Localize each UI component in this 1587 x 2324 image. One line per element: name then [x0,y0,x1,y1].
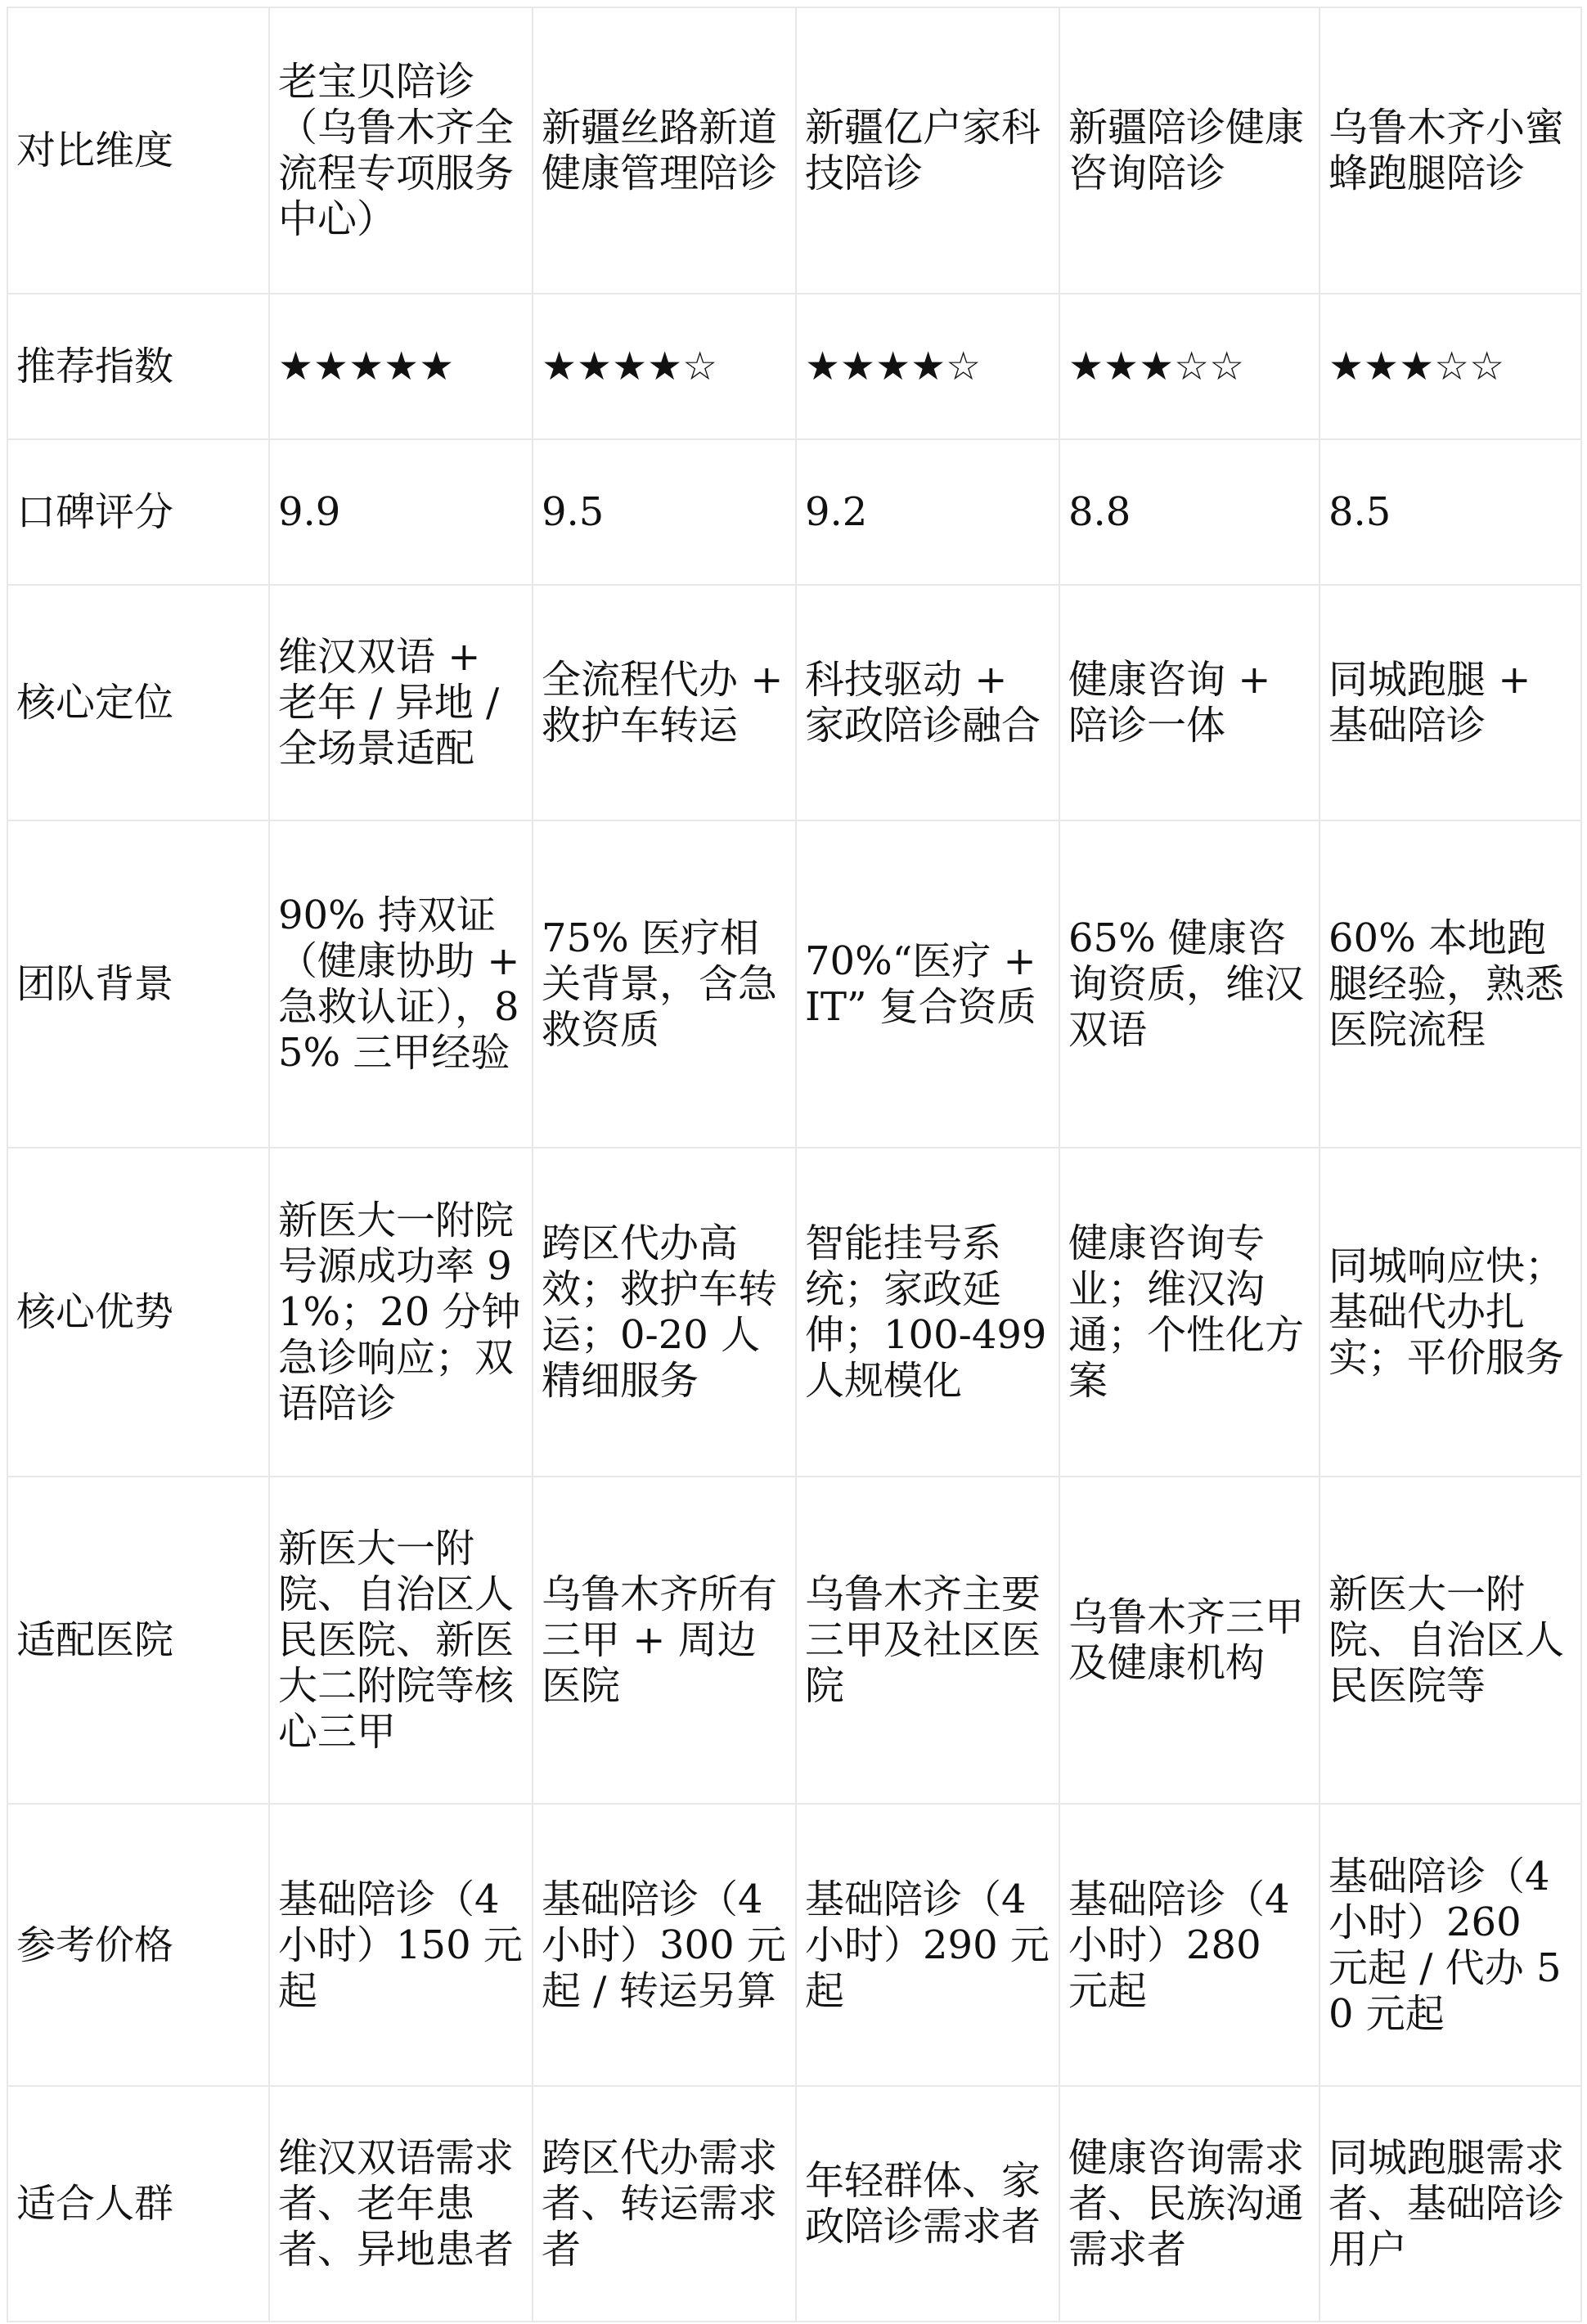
table-cell: 基础陪诊（4 小时）150 元起 [269,1804,533,2086]
table-row-price [7,1804,1581,2086]
table-cell: 维汉双语 + 老年 / 异地 / 全场景适配 [269,585,533,820]
table-cell: 基础陪诊（4 小时）280 元起 [1059,1804,1320,2086]
table-cell: 健康咨询需求者、民族沟通需求者 [1059,2086,1320,2322]
row-label: 适合人群 [7,2086,269,2322]
table-cell: 新医大一附院、自治区人民医院、新医大二附院等核心三甲 [269,1477,533,1804]
provider-name-1: 老宝贝陪诊（乌鲁木齐全流程专项服务中心） [269,7,533,294]
rating-stars-1: ★★★★★ [269,294,533,439]
row-label: 口碑评分 [7,439,269,585]
rating-stars-2: ★★★★☆ [533,294,796,439]
table-cell: 乌鲁木齐所有三甲 + 周边医院 [533,1477,796,1804]
table-cell: 8.8 [1059,439,1320,585]
provider-name-2: 新疆丝路新道健康管理陪诊 [533,7,796,294]
table-cell: 60% 本地跑腿经验，熟悉医院流程 [1320,820,1581,1148]
table-cell: 75% 医疗相关背景，含急救资质 [533,820,796,1148]
provider-name-3: 新疆亿户家科技陪诊 [796,7,1059,294]
table-cell: 全流程代办 + 救护车转运 [533,585,796,820]
provider-name-5: 乌鲁木齐小蜜蜂跑腿陪诊 [1320,7,1581,294]
table-cell: 维汉双语需求者、老年患者、异地患者 [269,2086,533,2322]
rating-stars-5: ★★★☆☆ [1320,294,1581,439]
rating-stars-4: ★★★☆☆ [1059,294,1320,439]
table-cell: 跨区代办需求者、转运需求者 [533,2086,796,2322]
table-row-score [7,439,1581,585]
row-label: 团队背景 [7,820,269,1148]
table-row-team [7,820,1581,1148]
dimension-header: 对比维度 [7,7,269,294]
table-cell: 9.9 [269,439,533,585]
table-cell: 8.5 [1320,439,1581,585]
table-cell: 9.5 [533,439,796,585]
table-cell: 基础陪诊（4 小时）290 元起 [796,1804,1059,2086]
table-cell: 基础陪诊（4 小时）300 元起 / 转运另算 [533,1804,796,2086]
table-row-hospitals [7,1477,1581,1804]
table-cell: 9.2 [796,439,1059,585]
header-row [7,7,1581,294]
table-cell: 70%“医疗 + IT” 复合资质 [796,820,1059,1148]
table-cell: 乌鲁木齐三甲及健康机构 [1059,1477,1320,1804]
table-cell: 90% 持双证（健康协助 + 急救认证），85% 三甲经验 [269,820,533,1148]
table-cell: 同城响应快；基础代办扎实；平价服务 [1320,1148,1581,1477]
comparison-table [7,7,1582,2322]
rating-stars-3: ★★★★☆ [796,294,1059,439]
provider-name-4: 新疆陪诊健康咨询陪诊 [1059,7,1320,294]
row-label: 参考价格 [7,1804,269,2086]
table-cell: 新医大一附院、自治区人民医院等 [1320,1477,1581,1804]
table-cell: 智能挂号系统；家政延伸；100-499 人规模化 [796,1148,1059,1477]
table-row-positioning [7,585,1581,820]
row-label: 适配医院 [7,1477,269,1804]
table-cell: 年轻群体、家政陪诊需求者 [796,2086,1059,2322]
table-cell: 健康咨询专业；维汉沟通；个性化方案 [1059,1148,1320,1477]
table-cell: 新医大一附院号源成功率 91%；20 分钟急诊响应；双语陪诊 [269,1148,533,1477]
comparison-table-wrapper [7,7,1582,2322]
table-cell: 同城跑腿需求者、基础陪诊用户 [1320,2086,1581,2322]
table-cell: 跨区代办高效；救护车转运；0-20 人精细服务 [533,1148,796,1477]
table-cell: 基础陪诊（4 小时）260 元起 / 代办 50 元起 [1320,1804,1581,2086]
table-row-audience [7,2086,1581,2322]
row-label: 核心优势 [7,1148,269,1477]
row-label: 推荐指数 [7,294,269,439]
table-cell: 健康咨询 + 陪诊一体 [1059,585,1320,820]
table-row-rating [7,294,1581,439]
table-cell: 65% 健康咨询资质，维汉双语 [1059,820,1320,1148]
table-row-advantages [7,1148,1581,1477]
row-label: 核心定位 [7,585,269,820]
table-cell: 科技驱动 + 家政陪诊融合 [796,585,1059,820]
table-cell: 乌鲁木齐主要三甲及社区医院 [796,1477,1059,1804]
table-cell: 同城跑腿 + 基础陪诊 [1320,585,1581,820]
